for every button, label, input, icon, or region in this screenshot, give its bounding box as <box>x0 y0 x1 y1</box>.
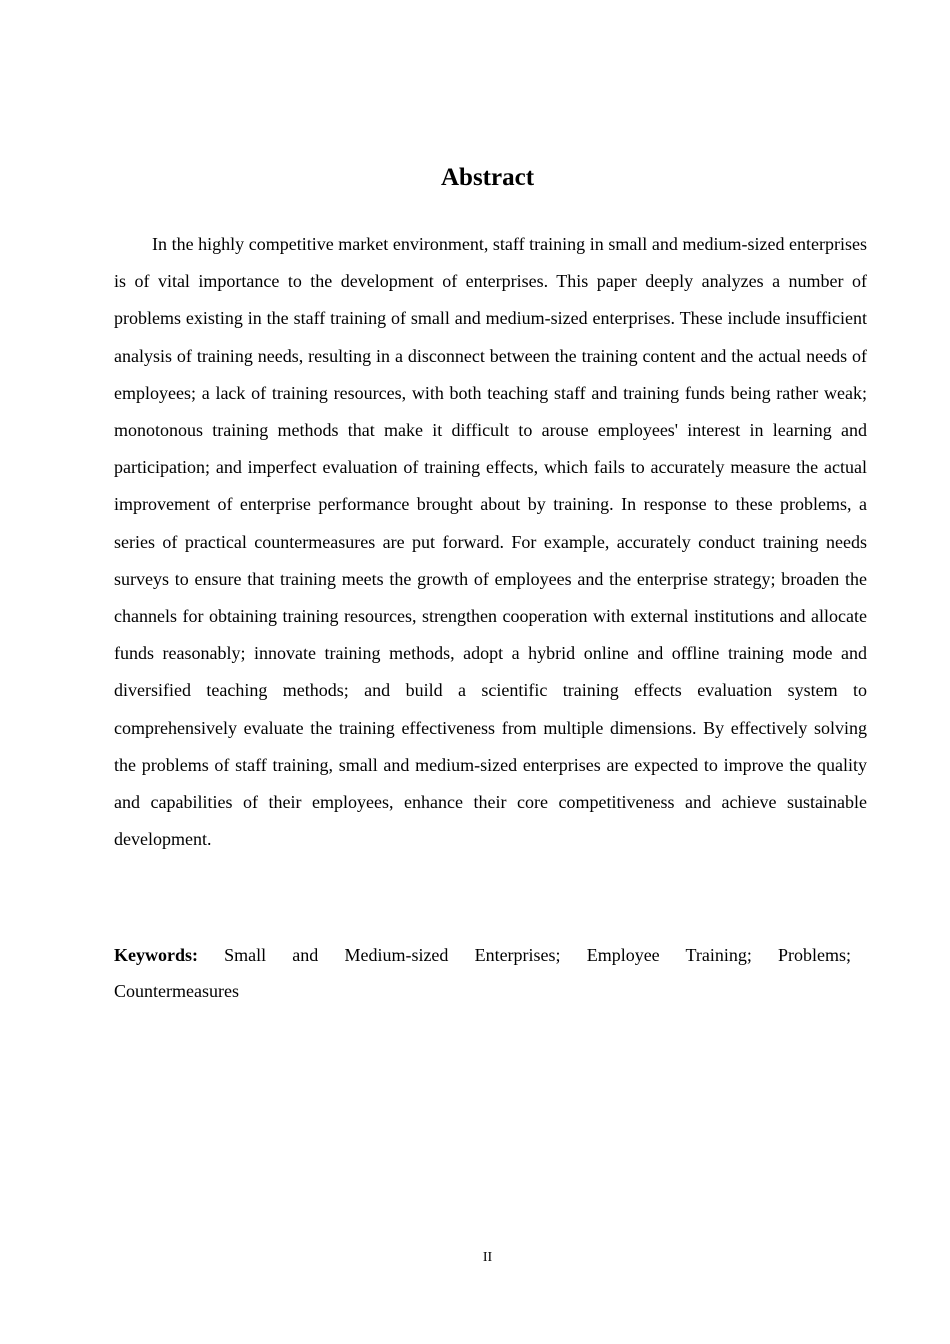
keywords-label: Keywords: <box>114 945 198 965</box>
abstract-paragraph: In the highly competitive market environment, staff training in small and medium-sized enterprises is of vital importance to the development of enterprises. This paper deeply analyzes a number of problems existing in the staff training of small and medium-sized enterprises. These include insufficient analysis of training needs, resulting in a disconnect between the training content and the actual needs of employees; a lack of training resources, with both teaching staff and training funds being rather weak; monotonous training methods that make it difficult to arouse employees' interest in learning and participation; and imperfect evaluation of training effects, which fails to accurately measure the actual improvement of enterprise performance brought about by training. In response to these problems, a series of practical countermeasures are put forward. For example, accurately conduct training needs surveys to ensure that training meets the growth of employees and the enterprise strategy; broaden the channels for obtaining training resources, strengthen cooperation with external institutions and allocate funds reasonably; innovate training methods, adopt a hybrid online and offline training mode and diversified teaching methods; and build a scientific training effects evaluation system to comprehensively evaluate the training effectiveness from multiple dimensions. By effectively solving the problems of staff training, small and medium-sized enterprises are expected to improve the quality and capabilities of their employees, enhance their core competitiveness and achieve sustainable development. <box>114 234 867 850</box>
page-title: Abstract <box>440 164 535 191</box>
keywords-line <box>114 937 851 1009</box>
page-number: II <box>482 1250 493 1265</box>
keywords-text: Small and Medium-sized Enterprises; Employee Training; Problems; Countermeasures <box>114 945 851 1001</box>
